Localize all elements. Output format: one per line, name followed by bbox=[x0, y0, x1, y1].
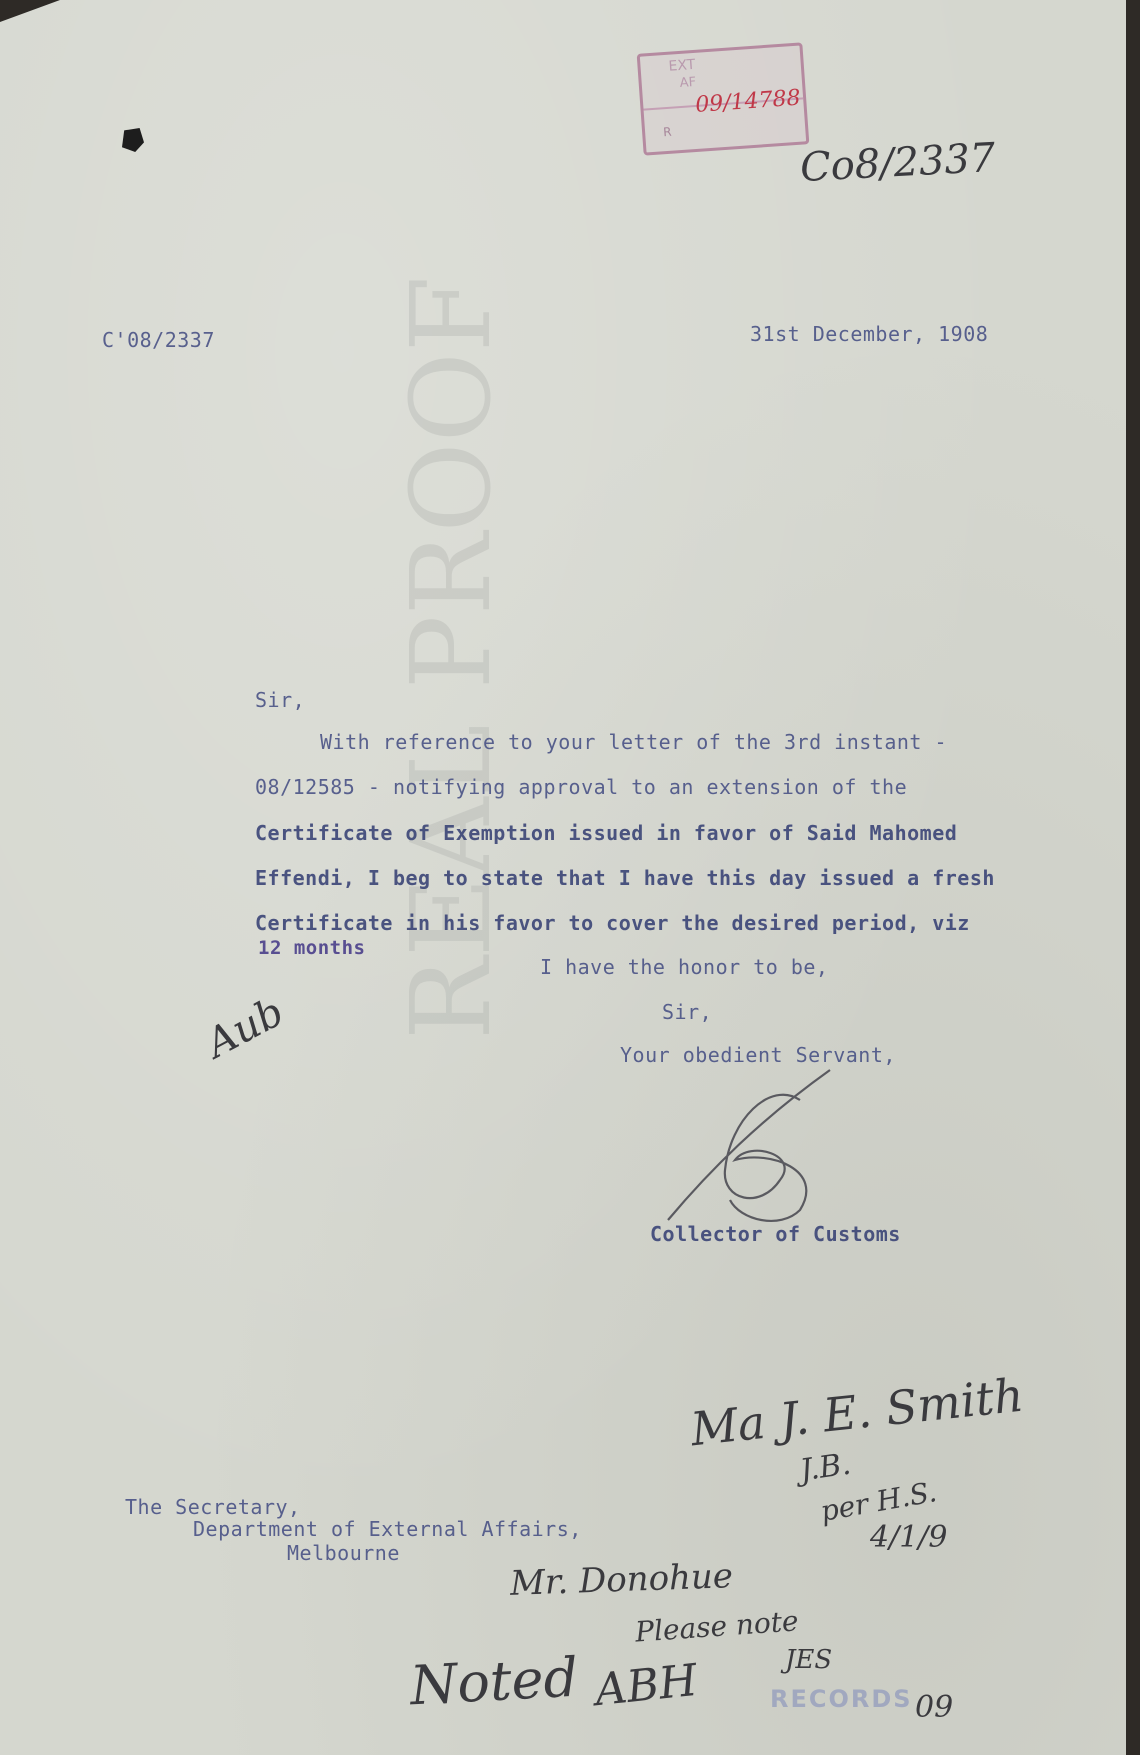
body-line-4: Effendi, I beg to state that I have this day issued a fresh bbox=[255, 866, 995, 890]
body-line-3: Certificate of Exemption issued in favor of Said Mahomed bbox=[255, 821, 958, 845]
initials-left: Aub bbox=[198, 988, 292, 1068]
salutation: Sir, bbox=[255, 688, 306, 712]
stamp-line1: EXT bbox=[668, 56, 696, 75]
initials-bottom: ABH bbox=[592, 1654, 700, 1717]
collector-signature bbox=[650, 1060, 840, 1230]
per-note: per H.S. bbox=[818, 1475, 940, 1528]
addressee-line2: Department of External Affairs, bbox=[193, 1517, 582, 1541]
closing-sir: Sir, bbox=[662, 1000, 713, 1024]
stamp-line2: AF bbox=[679, 74, 697, 91]
please-note: Please note bbox=[634, 1604, 800, 1649]
punch-hole bbox=[122, 128, 144, 152]
body-line-1: With reference to your letter of the 3rd instant - bbox=[320, 730, 948, 754]
handwritten-file-ref: Co8/2337 bbox=[798, 134, 997, 192]
reference-number: C'08/2337 bbox=[102, 328, 215, 352]
jes-initials: JES bbox=[785, 1645, 833, 1675]
signature-smith: Ma J. E. Smith bbox=[688, 1367, 1026, 1457]
registry-stamp bbox=[637, 42, 810, 155]
watermark-ghost: REAL PROOF bbox=[387, 275, 515, 1040]
stamp-number: 09/14788 bbox=[694, 85, 802, 118]
addressee-line1: The Secretary, bbox=[125, 1495, 301, 1519]
mr-donohue-note: Mr. Donohue bbox=[509, 1556, 734, 1604]
initials-jb: J.B. bbox=[797, 1446, 854, 1489]
year-note: 09 bbox=[915, 1690, 954, 1725]
body-line-2: 08/12585 - notifying approval to an extension of the bbox=[255, 775, 908, 799]
scan-edge bbox=[1126, 0, 1140, 1755]
stamp-line3: R bbox=[662, 124, 672, 140]
records-stamp: RECORDS bbox=[770, 1685, 913, 1713]
signatory-title: Collector of Customs bbox=[650, 1222, 901, 1246]
letter-date: 31st December, 1908 bbox=[750, 322, 989, 346]
scan-corner bbox=[0, 0, 60, 22]
noted-annotation: Noted bbox=[408, 1645, 580, 1718]
body-line-5: Certificate in his favor to cover the desired period, viz bbox=[255, 911, 970, 935]
closing-honor: I have the honor to be, bbox=[540, 955, 829, 979]
date-note: 4/1/9 bbox=[870, 1520, 948, 1555]
addressee-line3: Melbourne bbox=[287, 1541, 400, 1565]
body-line-6: 12 months bbox=[258, 937, 366, 959]
closing-servant: Your obedient Servant, bbox=[620, 1043, 896, 1067]
